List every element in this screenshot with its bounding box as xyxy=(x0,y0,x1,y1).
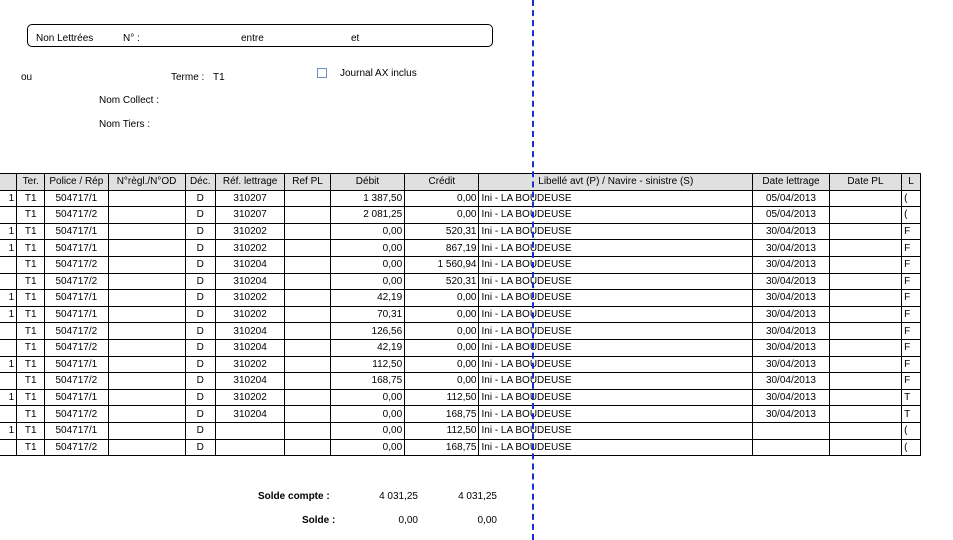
last-cell: F xyxy=(902,373,921,390)
police-cell: 504717/2 xyxy=(45,273,108,290)
police-cell: 504717/1 xyxy=(45,422,108,439)
col-header-credit[interactable]: Crédit xyxy=(405,174,479,191)
date-pl-cell xyxy=(829,190,901,207)
debit-cell: 0,00 xyxy=(330,389,404,406)
ref-pl-cell xyxy=(285,439,330,456)
date-lettrage-cell: 30/04/2013 xyxy=(753,273,830,290)
reglement-cell xyxy=(108,273,185,290)
solde-compte-debit: 4 031,25 xyxy=(379,491,418,502)
row-marker-cell: 1 xyxy=(0,290,17,307)
dec-cell: D xyxy=(185,406,215,423)
police-cell: 504717/2 xyxy=(45,256,108,273)
entre-label: entre xyxy=(241,33,264,44)
row-marker-cell: 1 xyxy=(0,389,17,406)
libelle-cell: Ini - LA BOUDEUSE xyxy=(479,422,753,439)
date-pl-cell xyxy=(829,240,901,257)
last-cell: ( xyxy=(902,422,921,439)
debit-cell: 0,00 xyxy=(330,422,404,439)
page-break-line xyxy=(532,0,534,540)
terme-cell: T1 xyxy=(17,273,45,290)
last-cell: F xyxy=(902,356,921,373)
row-marker-cell xyxy=(0,207,17,224)
ref-lettrage-cell: 310204 xyxy=(215,373,284,390)
date-pl-cell xyxy=(829,223,901,240)
debit-cell: 42,19 xyxy=(330,290,404,307)
row-marker-cell: 1 xyxy=(0,240,17,257)
dec-cell: D xyxy=(185,223,215,240)
solde-debit: 0,00 xyxy=(398,515,418,526)
row-marker-cell: 1 xyxy=(0,223,17,240)
nom-collect-label: Nom Collect : xyxy=(99,95,160,106)
terme-cell: T1 xyxy=(17,290,45,307)
reglement-cell xyxy=(108,256,185,273)
ref-lettrage-cell: 310204 xyxy=(215,406,284,423)
reglement-cell xyxy=(108,290,185,307)
ref-lettrage-cell: 310202 xyxy=(215,223,284,240)
et-label: et xyxy=(351,33,360,44)
credit-cell: 867,19 xyxy=(405,240,479,257)
terme-label: Terme : xyxy=(171,72,205,83)
date-lettrage-cell: 30/04/2013 xyxy=(753,240,830,257)
terme-cell: T1 xyxy=(17,323,45,340)
solde-credit: 0,00 xyxy=(477,515,497,526)
debit-cell: 42,19 xyxy=(330,339,404,356)
dec-cell: D xyxy=(185,422,215,439)
date-lettrage-cell: 30/04/2013 xyxy=(753,306,830,323)
date-lettrage-cell: 30/04/2013 xyxy=(753,356,830,373)
col-header-last[interactable]: L xyxy=(902,174,921,191)
ref-lettrage-cell xyxy=(215,422,284,439)
col-header-police[interactable]: Police / Rép xyxy=(45,174,108,191)
solde-compte-credit: 4 031,25 xyxy=(458,491,497,502)
police-cell: 504717/1 xyxy=(45,223,108,240)
date-pl-cell xyxy=(829,256,901,273)
table-row[interactable] xyxy=(0,273,921,290)
reglement-cell xyxy=(108,223,185,240)
date-lettrage-cell: 30/04/2013 xyxy=(753,406,830,423)
col-header-ref-lettrage[interactable]: Réf. lettrage xyxy=(215,174,284,191)
police-cell: 504717/2 xyxy=(45,439,108,456)
table-row[interactable] xyxy=(0,240,921,257)
libelle-cell: Ini - LA BOUDEUSE xyxy=(479,290,753,307)
credit-cell: 0,00 xyxy=(405,207,479,224)
ref-pl-cell xyxy=(285,306,330,323)
credit-cell: 0,00 xyxy=(405,356,479,373)
ref-pl-cell xyxy=(285,256,330,273)
ref-pl-cell xyxy=(285,339,330,356)
ref-pl-cell xyxy=(285,240,330,257)
debit-cell: 1 387,50 xyxy=(330,190,404,207)
terme-cell: T1 xyxy=(17,406,45,423)
row-marker-cell: 1 xyxy=(0,356,17,373)
libelle-cell: Ini - LA BOUDEUSE xyxy=(479,339,753,356)
row-marker-cell xyxy=(0,323,17,340)
row-marker-cell: 1 xyxy=(0,422,17,439)
terme-cell: T1 xyxy=(17,339,45,356)
police-cell: 504717/2 xyxy=(45,323,108,340)
table-row[interactable] xyxy=(0,439,921,456)
date-pl-cell xyxy=(829,323,901,340)
debit-cell: 0,00 xyxy=(330,406,404,423)
debit-cell: 0,00 xyxy=(330,273,404,290)
terme-cell: T1 xyxy=(17,439,45,456)
ref-lettrage-cell: 310204 xyxy=(215,339,284,356)
reglement-cell xyxy=(108,190,185,207)
credit-cell: 0,00 xyxy=(405,373,479,390)
libelle-cell: Ini - LA BOUDEUSE xyxy=(479,240,753,257)
ref-pl-cell xyxy=(285,373,330,390)
table-body xyxy=(0,190,921,456)
police-cell: 504717/2 xyxy=(45,406,108,423)
col-header-reglement[interactable]: N°règl./N°OD xyxy=(108,174,185,191)
police-cell: 504717/1 xyxy=(45,356,108,373)
table-row[interactable] xyxy=(0,356,921,373)
table-row[interactable] xyxy=(0,339,921,356)
libelle-cell: Ini - LA BOUDEUSE xyxy=(479,356,753,373)
col-header-ter[interactable]: Ter. xyxy=(17,174,45,191)
row-marker-cell: 1 xyxy=(0,306,17,323)
col-header-date-pl[interactable]: Date PL xyxy=(829,174,901,191)
libelle-cell: Ini - LA BOUDEUSE xyxy=(479,406,753,423)
debit-cell: 112,50 xyxy=(330,356,404,373)
last-cell: F xyxy=(902,240,921,257)
table-header-row xyxy=(0,174,921,191)
libelle-cell: Ini - LA BOUDEUSE xyxy=(479,273,753,290)
dec-cell: D xyxy=(185,373,215,390)
debit-cell: 0,00 xyxy=(330,439,404,456)
date-pl-cell xyxy=(829,406,901,423)
journal-ax-label: Journal AX inclus xyxy=(340,68,417,79)
libelle-cell: Ini - LA BOUDEUSE xyxy=(479,256,753,273)
police-cell: 504717/1 xyxy=(45,389,108,406)
ref-pl-cell xyxy=(285,356,330,373)
ref-lettrage-cell: 310204 xyxy=(215,323,284,340)
date-pl-cell xyxy=(829,356,901,373)
dec-cell: D xyxy=(185,190,215,207)
last-cell: F xyxy=(902,323,921,340)
last-cell: ( xyxy=(902,190,921,207)
date-pl-cell xyxy=(829,290,901,307)
last-cell: F xyxy=(902,273,921,290)
terme-cell: T1 xyxy=(17,422,45,439)
table-row[interactable] xyxy=(0,306,921,323)
ref-pl-cell xyxy=(285,323,330,340)
solde-label: Solde : xyxy=(302,515,336,526)
date-pl-cell xyxy=(829,207,901,224)
libelle-cell: Ini - LA BOUDEUSE xyxy=(479,223,753,240)
date-lettrage-cell: 05/04/2013 xyxy=(753,190,830,207)
row-marker-cell xyxy=(0,373,17,390)
libelle-cell: Ini - LA BOUDEUSE xyxy=(479,373,753,390)
col-header-libelle[interactable]: Libellé avt (P) / Navire - sinistre (S) xyxy=(479,174,753,191)
credit-cell: 168,75 xyxy=(405,439,479,456)
last-cell: ( xyxy=(902,439,921,456)
debit-cell: 0,00 xyxy=(330,240,404,257)
row-marker-cell xyxy=(0,256,17,273)
police-cell: 504717/1 xyxy=(45,240,108,257)
table-row[interactable] xyxy=(0,190,921,207)
col-header-ref-pl[interactable]: Ref PL xyxy=(285,174,330,191)
ref-lettrage-cell: 310204 xyxy=(215,273,284,290)
table-row[interactable] xyxy=(0,389,921,406)
ref-pl-cell xyxy=(285,223,330,240)
terme-cell: T1 xyxy=(17,389,45,406)
ou-label: ou xyxy=(21,72,33,83)
debit-cell: 0,00 xyxy=(330,223,404,240)
dec-cell: D xyxy=(185,207,215,224)
libelle-cell: Ini - LA BOUDEUSE xyxy=(479,207,753,224)
debit-cell: 2 081,25 xyxy=(330,207,404,224)
col-header-dec[interactable]: Déc. xyxy=(185,174,215,191)
date-pl-cell xyxy=(829,373,901,390)
ref-lettrage-cell: 310202 xyxy=(215,389,284,406)
numero-label: N° : xyxy=(123,33,140,44)
last-cell: F xyxy=(902,306,921,323)
row-marker-cell: 1 xyxy=(0,190,17,207)
libelle-cell: Ini - LA BOUDEUSE xyxy=(479,306,753,323)
date-pl-cell xyxy=(829,273,901,290)
reglement-cell xyxy=(108,373,185,390)
police-cell: 504717/1 xyxy=(45,306,108,323)
reglement-cell xyxy=(108,339,185,356)
ref-pl-cell xyxy=(285,406,330,423)
dec-cell: D xyxy=(185,339,215,356)
terme-cell: T1 xyxy=(17,207,45,224)
date-lettrage-cell: 30/04/2013 xyxy=(753,323,830,340)
reglement-cell xyxy=(108,389,185,406)
reglement-cell xyxy=(108,240,185,257)
terme-cell: T1 xyxy=(17,190,45,207)
table-row[interactable] xyxy=(0,207,921,224)
dec-cell: D xyxy=(185,323,215,340)
credit-cell: 112,50 xyxy=(405,422,479,439)
reglement-cell xyxy=(108,207,185,224)
ref-lettrage-cell: 310204 xyxy=(215,256,284,273)
date-lettrage-cell: 30/04/2013 xyxy=(753,389,830,406)
credit-cell: 112,50 xyxy=(405,389,479,406)
col-header-date-lettrage[interactable]: Date lettrage xyxy=(753,174,830,191)
date-pl-cell xyxy=(829,339,901,356)
dec-cell: D xyxy=(185,306,215,323)
table-row[interactable] xyxy=(0,256,921,273)
last-cell: F xyxy=(902,223,921,240)
dec-cell: D xyxy=(185,256,215,273)
last-cell: F xyxy=(902,256,921,273)
row-marker-cell xyxy=(0,339,17,356)
row-marker-cell xyxy=(0,273,17,290)
police-cell: 504717/1 xyxy=(45,190,108,207)
col-header[interactable] xyxy=(0,174,17,191)
police-cell: 504717/2 xyxy=(45,373,108,390)
nom-tiers-label: Nom Tiers : xyxy=(99,119,151,130)
terme-cell: T1 xyxy=(17,356,45,373)
date-lettrage-cell: 30/04/2013 xyxy=(753,373,830,390)
date-lettrage-cell: 30/04/2013 xyxy=(753,256,830,273)
table-row[interactable] xyxy=(0,422,921,439)
reglement-cell xyxy=(108,356,185,373)
date-pl-cell xyxy=(829,306,901,323)
last-cell: F xyxy=(902,339,921,356)
reglement-cell xyxy=(108,422,185,439)
dec-cell: D xyxy=(185,273,215,290)
debit-cell: 168,75 xyxy=(330,373,404,390)
terme-cell: T1 xyxy=(17,306,45,323)
ref-lettrage-cell: 310202 xyxy=(215,290,284,307)
credit-cell: 520,31 xyxy=(405,223,479,240)
reglement-cell xyxy=(108,306,185,323)
row-marker-cell xyxy=(0,439,17,456)
date-pl-cell xyxy=(829,439,901,456)
lettrage-table xyxy=(0,173,921,456)
reglement-cell xyxy=(108,406,185,423)
credit-cell: 168,75 xyxy=(405,406,479,423)
debit-cell: 0,00 xyxy=(330,256,404,273)
date-lettrage-cell xyxy=(753,422,830,439)
terme-value: T1 xyxy=(213,72,225,83)
ref-pl-cell xyxy=(285,273,330,290)
terme-cell: T1 xyxy=(17,240,45,257)
ref-pl-cell xyxy=(285,389,330,406)
dec-cell: D xyxy=(185,290,215,307)
date-lettrage-cell: 30/04/2013 xyxy=(753,290,830,307)
credit-cell: 0,00 xyxy=(405,339,479,356)
reglement-cell xyxy=(108,439,185,456)
police-cell: 504717/2 xyxy=(45,207,108,224)
date-lettrage-cell: 05/04/2013 xyxy=(753,207,830,224)
table-row[interactable] xyxy=(0,223,921,240)
date-pl-cell xyxy=(829,422,901,439)
last-cell: T xyxy=(902,389,921,406)
credit-cell: 0,00 xyxy=(405,306,479,323)
ref-pl-cell xyxy=(285,207,330,224)
last-cell: T xyxy=(902,406,921,423)
reglement-cell xyxy=(108,323,185,340)
police-cell: 504717/1 xyxy=(45,290,108,307)
row-marker-cell xyxy=(0,406,17,423)
non-lettrees-label: Non Lettrées xyxy=(36,33,94,44)
ref-lettrage-cell: 310202 xyxy=(215,306,284,323)
table-row[interactable] xyxy=(0,373,921,390)
last-cell: F xyxy=(902,290,921,307)
libelle-cell: Ini - LA BOUDEUSE xyxy=(479,190,753,207)
credit-cell: 0,00 xyxy=(405,323,479,340)
police-cell: 504717/2 xyxy=(45,339,108,356)
ref-pl-cell xyxy=(285,190,330,207)
debit-cell: 126,56 xyxy=(330,323,404,340)
terme-cell: T1 xyxy=(17,256,45,273)
date-lettrage-cell: 30/04/2013 xyxy=(753,339,830,356)
ref-lettrage-cell xyxy=(215,439,284,456)
ref-pl-cell xyxy=(285,290,330,307)
credit-cell: 0,00 xyxy=(405,290,479,307)
journal-ax-checkbox[interactable] xyxy=(317,68,327,78)
ref-lettrage-cell: 310207 xyxy=(215,190,284,207)
date-pl-cell xyxy=(829,389,901,406)
terme-cell: T1 xyxy=(17,223,45,240)
ref-lettrage-cell: 310202 xyxy=(215,356,284,373)
table-row[interactable] xyxy=(0,323,921,340)
solde-compte-label: Solde compte : xyxy=(258,491,330,502)
table-row[interactable] xyxy=(0,290,921,307)
last-cell: ( xyxy=(902,207,921,224)
ref-lettrage-cell: 310207 xyxy=(215,207,284,224)
credit-cell: 520,31 xyxy=(405,273,479,290)
ref-pl-cell xyxy=(285,422,330,439)
credit-cell: 0,00 xyxy=(405,190,479,207)
date-lettrage-cell xyxy=(753,439,830,456)
ref-lettrage-cell: 310202 xyxy=(215,240,284,257)
libelle-cell: Ini - LA BOUDEUSE xyxy=(479,389,753,406)
libelle-cell: Ini - LA BOUDEUSE xyxy=(479,439,753,456)
credit-cell: 1 560,94 xyxy=(405,256,479,273)
dec-cell: D xyxy=(185,389,215,406)
dec-cell: D xyxy=(185,439,215,456)
libelle-cell: Ini - LA BOUDEUSE xyxy=(479,323,753,340)
terme-cell: T1 xyxy=(17,373,45,390)
debit-cell: 70,31 xyxy=(330,306,404,323)
dec-cell: D xyxy=(185,240,215,257)
date-lettrage-cell: 30/04/2013 xyxy=(753,223,830,240)
table-row[interactable] xyxy=(0,406,921,423)
dec-cell: D xyxy=(185,356,215,373)
col-header-debit[interactable]: Débit xyxy=(330,174,404,191)
